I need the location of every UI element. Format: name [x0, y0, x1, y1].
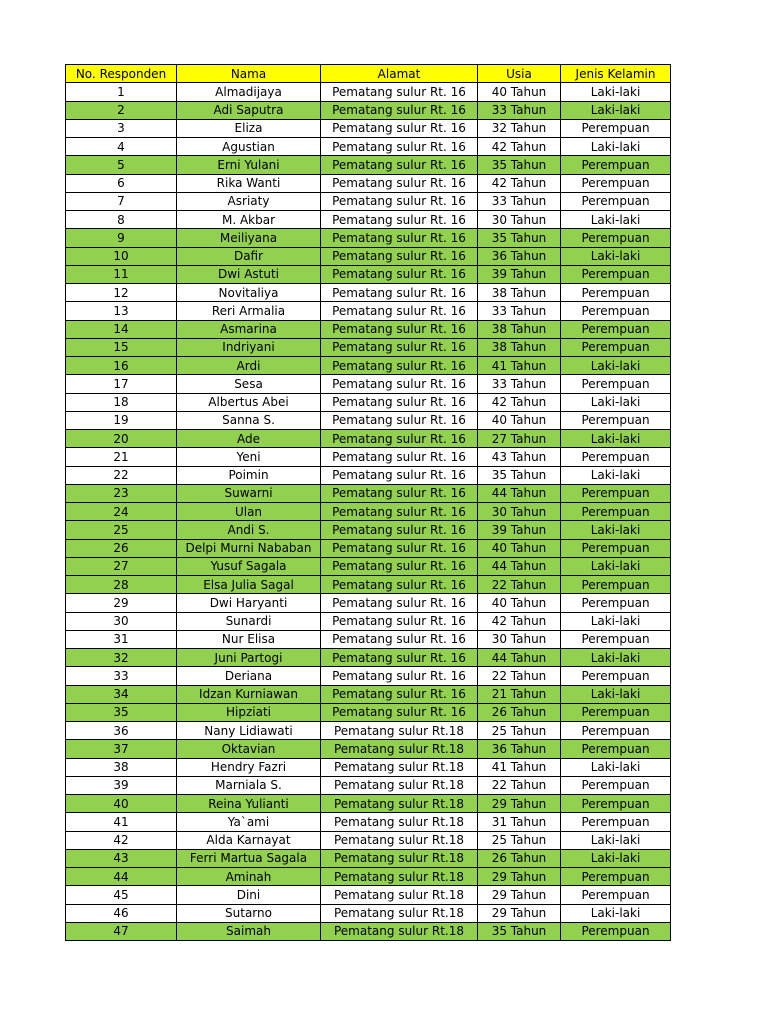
cell-no: 9: [66, 229, 177, 247]
cell-alamat: Pematang sulur Rt. 16: [321, 357, 478, 375]
cell-jenis-kelamin: Laki-laki: [561, 138, 671, 156]
cell-no: 23: [66, 484, 177, 502]
cell-alamat: Pematang sulur Rt. 16: [321, 594, 478, 612]
cell-alamat: Pematang sulur Rt. 16: [321, 503, 478, 521]
cell-jenis-kelamin: Perempuan: [561, 338, 671, 356]
cell-alamat: Pematang sulur Rt. 16: [321, 612, 478, 630]
cell-nama: Eliza: [177, 119, 321, 137]
cell-nama: Asriaty: [177, 192, 321, 210]
cell-no: 40: [66, 795, 177, 813]
cell-nama: Dwi Haryanti: [177, 594, 321, 612]
cell-jenis-kelamin: Laki-laki: [561, 649, 671, 667]
cell-nama: M. Akbar: [177, 211, 321, 229]
cell-alamat: Pematang sulur Rt. 16: [321, 284, 478, 302]
cell-no: 38: [66, 758, 177, 776]
table-row: [66, 484, 671, 502]
cell-alamat: Pematang sulur Rt.18: [321, 776, 478, 794]
cell-usia: 38 Tahun: [478, 284, 561, 302]
cell-usia: 29 Tahun: [478, 904, 561, 922]
cell-usia: 42 Tahun: [478, 612, 561, 630]
cell-nama: Suwarni: [177, 484, 321, 502]
cell-no: 44: [66, 868, 177, 886]
header-alamat: Alamat: [321, 65, 478, 83]
table-row: [66, 375, 671, 393]
cell-alamat: Pematang sulur Rt. 16: [321, 411, 478, 429]
cell-usia: 35 Tahun: [478, 229, 561, 247]
table-row: [66, 338, 671, 356]
cell-nama: Juni Partogi: [177, 649, 321, 667]
table-row: [66, 539, 671, 557]
cell-alamat: Pematang sulur Rt. 16: [321, 302, 478, 320]
table-row: [66, 685, 671, 703]
cell-jenis-kelamin: Laki-laki: [561, 904, 671, 922]
cell-jenis-kelamin: Perempuan: [561, 302, 671, 320]
cell-alamat: Pematang sulur Rt. 16: [321, 685, 478, 703]
cell-no: 30: [66, 612, 177, 630]
cell-nama: Alda Karnayat: [177, 831, 321, 849]
cell-usia: 29 Tahun: [478, 886, 561, 904]
cell-usia: 43 Tahun: [478, 448, 561, 466]
cell-alamat: Pematang sulur Rt. 16: [321, 265, 478, 283]
header-jenis-kelamin: Jenis Kelamin: [561, 65, 671, 83]
cell-nama: Rika Wanti: [177, 174, 321, 192]
header-row: [66, 65, 671, 83]
cell-nama: Hipziati: [177, 703, 321, 721]
cell-no: 32: [66, 649, 177, 667]
cell-usia: 26 Tahun: [478, 849, 561, 867]
table-row: [66, 758, 671, 776]
table-row: [66, 192, 671, 210]
cell-nama: Ardi: [177, 357, 321, 375]
cell-usia: 35 Tahun: [478, 922, 561, 940]
table-row: [66, 703, 671, 721]
cell-no: 1: [66, 83, 177, 101]
table-row: [66, 776, 671, 794]
cell-usia: 38 Tahun: [478, 338, 561, 356]
cell-alamat: Pematang sulur Rt.18: [321, 758, 478, 776]
cell-jenis-kelamin: Perempuan: [561, 156, 671, 174]
cell-alamat: Pematang sulur Rt. 16: [321, 393, 478, 411]
table-body: [66, 83, 671, 941]
cell-jenis-kelamin: Perempuan: [561, 192, 671, 210]
table-row: [66, 156, 671, 174]
cell-jenis-kelamin: Laki-laki: [561, 612, 671, 630]
cell-jenis-kelamin: Laki-laki: [561, 83, 671, 101]
cell-no: 12: [66, 284, 177, 302]
cell-jenis-kelamin: Laki-laki: [561, 831, 671, 849]
cell-jenis-kelamin: Laki-laki: [561, 247, 671, 265]
cell-usia: 22 Tahun: [478, 776, 561, 794]
cell-usia: 25 Tahun: [478, 831, 561, 849]
cell-nama: Erni Yulani: [177, 156, 321, 174]
cell-jenis-kelamin: Laki-laki: [561, 849, 671, 867]
cell-jenis-kelamin: Perempuan: [561, 740, 671, 758]
table-row: [66, 849, 671, 867]
table-row: [66, 831, 671, 849]
cell-jenis-kelamin: Perempuan: [561, 886, 671, 904]
cell-alamat: Pematang sulur Rt. 16: [321, 192, 478, 210]
cell-nama: Poimin: [177, 466, 321, 484]
cell-no: 29: [66, 594, 177, 612]
cell-usia: 42 Tahun: [478, 138, 561, 156]
cell-usia: 35 Tahun: [478, 466, 561, 484]
cell-usia: 38 Tahun: [478, 320, 561, 338]
cell-alamat: Pematang sulur Rt.18: [321, 795, 478, 813]
table-row: [66, 357, 671, 375]
cell-usia: 40 Tahun: [478, 411, 561, 429]
table-row: [66, 466, 671, 484]
cell-no: 42: [66, 831, 177, 849]
header-no-responden: No. Responden: [66, 65, 177, 83]
cell-alamat: Pematang sulur Rt.18: [321, 868, 478, 886]
cell-no: 20: [66, 430, 177, 448]
cell-usia: 33 Tahun: [478, 302, 561, 320]
cell-usia: 44 Tahun: [478, 649, 561, 667]
cell-no: 14: [66, 320, 177, 338]
cell-alamat: Pematang sulur Rt. 16: [321, 703, 478, 721]
table-row: [66, 612, 671, 630]
table-row: [66, 649, 671, 667]
table-row: [66, 795, 671, 813]
cell-no: 3: [66, 119, 177, 137]
cell-alamat: Pematang sulur Rt.18: [321, 904, 478, 922]
cell-no: 10: [66, 247, 177, 265]
cell-usia: 30 Tahun: [478, 211, 561, 229]
table-row: [66, 83, 671, 101]
cell-no: 15: [66, 338, 177, 356]
table-row: [66, 521, 671, 539]
cell-jenis-kelamin: Perempuan: [561, 776, 671, 794]
table-row: [66, 430, 671, 448]
cell-usia: 26 Tahun: [478, 703, 561, 721]
cell-no: 46: [66, 904, 177, 922]
table-row: [66, 886, 671, 904]
cell-jenis-kelamin: Perempuan: [561, 576, 671, 594]
cell-no: 8: [66, 211, 177, 229]
cell-nama: Meiliyana: [177, 229, 321, 247]
cell-nama: Adi Saputra: [177, 101, 321, 119]
cell-alamat: Pematang sulur Rt.18: [321, 849, 478, 867]
cell-no: 11: [66, 265, 177, 283]
respondent-table-wrapper: [65, 64, 671, 941]
cell-jenis-kelamin: Laki-laki: [561, 466, 671, 484]
cell-no: 28: [66, 576, 177, 594]
cell-nama: Reina Yulianti: [177, 795, 321, 813]
cell-alamat: Pematang sulur Rt. 16: [321, 119, 478, 137]
cell-no: 25: [66, 521, 177, 539]
cell-no: 34: [66, 685, 177, 703]
cell-nama: Almadijaya: [177, 83, 321, 101]
cell-alamat: Pematang sulur Rt. 16: [321, 667, 478, 685]
table-row: [66, 868, 671, 886]
cell-alamat: Pematang sulur Rt. 16: [321, 229, 478, 247]
cell-usia: 25 Tahun: [478, 722, 561, 740]
cell-usia: 31 Tahun: [478, 813, 561, 831]
cell-jenis-kelamin: Laki-laki: [561, 685, 671, 703]
cell-no: 43: [66, 849, 177, 867]
cell-usia: 40 Tahun: [478, 594, 561, 612]
cell-nama: Sutarno: [177, 904, 321, 922]
table-row: [66, 393, 671, 411]
cell-alamat: Pematang sulur Rt. 16: [321, 174, 478, 192]
cell-usia: 42 Tahun: [478, 174, 561, 192]
cell-no: 33: [66, 667, 177, 685]
cell-no: 17: [66, 375, 177, 393]
table-row: [66, 211, 671, 229]
cell-no: 47: [66, 922, 177, 940]
table-row: [66, 813, 671, 831]
cell-usia: 42 Tahun: [478, 393, 561, 411]
header-nama: Nama: [177, 65, 321, 83]
cell-alamat: Pematang sulur Rt. 16: [321, 484, 478, 502]
cell-nama: Aminah: [177, 868, 321, 886]
cell-jenis-kelamin: Perempuan: [561, 448, 671, 466]
respondent-table: [65, 64, 671, 941]
cell-nama: Delpi Murni Nababan: [177, 539, 321, 557]
cell-usia: 36 Tahun: [478, 247, 561, 265]
cell-jenis-kelamin: Perempuan: [561, 119, 671, 137]
table-row: [66, 904, 671, 922]
cell-jenis-kelamin: Perempuan: [561, 722, 671, 740]
cell-nama: Ade: [177, 430, 321, 448]
cell-jenis-kelamin: Perempuan: [561, 813, 671, 831]
cell-usia: 30 Tahun: [478, 630, 561, 648]
cell-no: 19: [66, 411, 177, 429]
cell-alamat: Pematang sulur Rt.18: [321, 813, 478, 831]
cell-alamat: Pematang sulur Rt.18: [321, 831, 478, 849]
cell-usia: 29 Tahun: [478, 795, 561, 813]
cell-jenis-kelamin: Perempuan: [561, 667, 671, 685]
table-row: [66, 448, 671, 466]
cell-no: 16: [66, 357, 177, 375]
cell-nama: Sunardi: [177, 612, 321, 630]
table-row: [66, 284, 671, 302]
cell-nama: Hendry Fazri: [177, 758, 321, 776]
table-row: [66, 302, 671, 320]
table-row: [66, 265, 671, 283]
cell-nama: Saimah: [177, 922, 321, 940]
cell-nama: Ferri Martua Sagala: [177, 849, 321, 867]
cell-jenis-kelamin: Perempuan: [561, 284, 671, 302]
cell-nama: Ya`ami: [177, 813, 321, 831]
cell-alamat: Pematang sulur Rt. 16: [321, 430, 478, 448]
cell-alamat: Pematang sulur Rt. 16: [321, 557, 478, 575]
cell-usia: 21 Tahun: [478, 685, 561, 703]
cell-no: 41: [66, 813, 177, 831]
cell-no: 4: [66, 138, 177, 156]
cell-no: 13: [66, 302, 177, 320]
cell-nama: Idzan Kurniawan: [177, 685, 321, 703]
cell-no: 21: [66, 448, 177, 466]
cell-jenis-kelamin: Perempuan: [561, 411, 671, 429]
cell-jenis-kelamin: Perempuan: [561, 503, 671, 521]
cell-alamat: Pematang sulur Rt. 16: [321, 539, 478, 557]
table-row: [66, 922, 671, 940]
table-row: [66, 667, 671, 685]
cell-no: 2: [66, 101, 177, 119]
cell-nama: Yusuf Sagala: [177, 557, 321, 575]
cell-usia: 22 Tahun: [478, 667, 561, 685]
cell-no: 7: [66, 192, 177, 210]
table-row: [66, 119, 671, 137]
table-row: [66, 557, 671, 575]
table-row: [66, 740, 671, 758]
cell-jenis-kelamin: Perempuan: [561, 229, 671, 247]
cell-jenis-kelamin: Perempuan: [561, 868, 671, 886]
table-row: [66, 722, 671, 740]
cell-no: 26: [66, 539, 177, 557]
cell-alamat: Pematang sulur Rt. 16: [321, 211, 478, 229]
cell-jenis-kelamin: Perempuan: [561, 630, 671, 648]
table-row: [66, 174, 671, 192]
cell-nama: Reri Armalia: [177, 302, 321, 320]
cell-alamat: Pematang sulur Rt. 16: [321, 156, 478, 174]
table-row: [66, 138, 671, 156]
cell-no: 35: [66, 703, 177, 721]
cell-nama: Elsa Julia Sagal: [177, 576, 321, 594]
cell-nama: Dwi Astuti: [177, 265, 321, 283]
cell-usia: 27 Tahun: [478, 430, 561, 448]
cell-alamat: Pematang sulur Rt. 16: [321, 83, 478, 101]
cell-jenis-kelamin: Perempuan: [561, 539, 671, 557]
cell-no: 18: [66, 393, 177, 411]
cell-usia: 39 Tahun: [478, 521, 561, 539]
table-row: [66, 411, 671, 429]
cell-usia: 22 Tahun: [478, 576, 561, 594]
cell-usia: 30 Tahun: [478, 503, 561, 521]
cell-alamat: Pematang sulur Rt.18: [321, 886, 478, 904]
cell-usia: 33 Tahun: [478, 101, 561, 119]
cell-usia: 35 Tahun: [478, 156, 561, 174]
cell-usia: 44 Tahun: [478, 484, 561, 502]
table-row: [66, 594, 671, 612]
cell-jenis-kelamin: Laki-laki: [561, 430, 671, 448]
cell-alamat: Pematang sulur Rt. 16: [321, 101, 478, 119]
cell-alamat: Pematang sulur Rt.18: [321, 922, 478, 940]
cell-alamat: Pematang sulur Rt. 16: [321, 466, 478, 484]
cell-usia: 33 Tahun: [478, 375, 561, 393]
cell-nama: Dafir: [177, 247, 321, 265]
cell-alamat: Pematang sulur Rt. 16: [321, 138, 478, 156]
cell-jenis-kelamin: Perempuan: [561, 594, 671, 612]
cell-alamat: Pematang sulur Rt. 16: [321, 375, 478, 393]
cell-nama: Oktavian: [177, 740, 321, 758]
cell-no: 39: [66, 776, 177, 794]
cell-usia: 39 Tahun: [478, 265, 561, 283]
cell-usia: 29 Tahun: [478, 868, 561, 886]
cell-alamat: Pematang sulur Rt.18: [321, 722, 478, 740]
cell-alamat: Pematang sulur Rt. 16: [321, 521, 478, 539]
cell-nama: Indriyani: [177, 338, 321, 356]
table-row: [66, 630, 671, 648]
cell-jenis-kelamin: Laki-laki: [561, 557, 671, 575]
cell-usia: 44 Tahun: [478, 557, 561, 575]
cell-nama: Nany Lidiawati: [177, 722, 321, 740]
cell-jenis-kelamin: Perempuan: [561, 174, 671, 192]
cell-alamat: Pematang sulur Rt. 16: [321, 630, 478, 648]
cell-usia: 41 Tahun: [478, 758, 561, 776]
cell-nama: Yeni: [177, 448, 321, 466]
cell-jenis-kelamin: Perempuan: [561, 703, 671, 721]
cell-jenis-kelamin: Perempuan: [561, 484, 671, 502]
table-row: [66, 503, 671, 521]
cell-nama: Agustian: [177, 138, 321, 156]
cell-jenis-kelamin: Laki-laki: [561, 758, 671, 776]
cell-usia: 41 Tahun: [478, 357, 561, 375]
cell-nama: Asmarina: [177, 320, 321, 338]
cell-jenis-kelamin: Laki-laki: [561, 393, 671, 411]
table-row: [66, 576, 671, 594]
table-header: [66, 65, 671, 83]
cell-alamat: Pematang sulur Rt. 16: [321, 320, 478, 338]
cell-jenis-kelamin: Laki-laki: [561, 521, 671, 539]
cell-jenis-kelamin: Laki-laki: [561, 101, 671, 119]
cell-nama: Deriana: [177, 667, 321, 685]
cell-nama: Novitaliya: [177, 284, 321, 302]
cell-jenis-kelamin: Perempuan: [561, 795, 671, 813]
cell-nama: Marniala S.: [177, 776, 321, 794]
cell-no: 31: [66, 630, 177, 648]
cell-alamat: Pematang sulur Rt. 16: [321, 649, 478, 667]
cell-nama: Nur Elisa: [177, 630, 321, 648]
table-row: [66, 247, 671, 265]
cell-no: 36: [66, 722, 177, 740]
cell-jenis-kelamin: Perempuan: [561, 265, 671, 283]
cell-usia: 33 Tahun: [478, 192, 561, 210]
cell-jenis-kelamin: Perempuan: [561, 922, 671, 940]
cell-nama: Albertus Abei: [177, 393, 321, 411]
cell-nama: Andi S.: [177, 521, 321, 539]
cell-nama: Sesa: [177, 375, 321, 393]
cell-no: 5: [66, 156, 177, 174]
cell-no: 24: [66, 503, 177, 521]
header-usia: Usia: [478, 65, 561, 83]
cell-usia: 36 Tahun: [478, 740, 561, 758]
cell-usia: 40 Tahun: [478, 83, 561, 101]
cell-usia: 32 Tahun: [478, 119, 561, 137]
cell-jenis-kelamin: Laki-laki: [561, 357, 671, 375]
cell-usia: 40 Tahun: [478, 539, 561, 557]
table-row: [66, 320, 671, 338]
cell-jenis-kelamin: Laki-laki: [561, 211, 671, 229]
cell-nama: Ulan: [177, 503, 321, 521]
cell-no: 22: [66, 466, 177, 484]
cell-nama: Dini: [177, 886, 321, 904]
table-row: [66, 229, 671, 247]
cell-alamat: Pematang sulur Rt.18: [321, 740, 478, 758]
cell-alamat: Pematang sulur Rt. 16: [321, 247, 478, 265]
cell-alamat: Pematang sulur Rt. 16: [321, 576, 478, 594]
cell-no: 6: [66, 174, 177, 192]
cell-no: 45: [66, 886, 177, 904]
cell-no: 37: [66, 740, 177, 758]
cell-alamat: Pematang sulur Rt. 16: [321, 338, 478, 356]
cell-no: 27: [66, 557, 177, 575]
cell-nama: Sanna S.: [177, 411, 321, 429]
cell-jenis-kelamin: Perempuan: [561, 375, 671, 393]
cell-alamat: Pematang sulur Rt. 16: [321, 448, 478, 466]
cell-jenis-kelamin: Perempuan: [561, 320, 671, 338]
table-row: [66, 101, 671, 119]
